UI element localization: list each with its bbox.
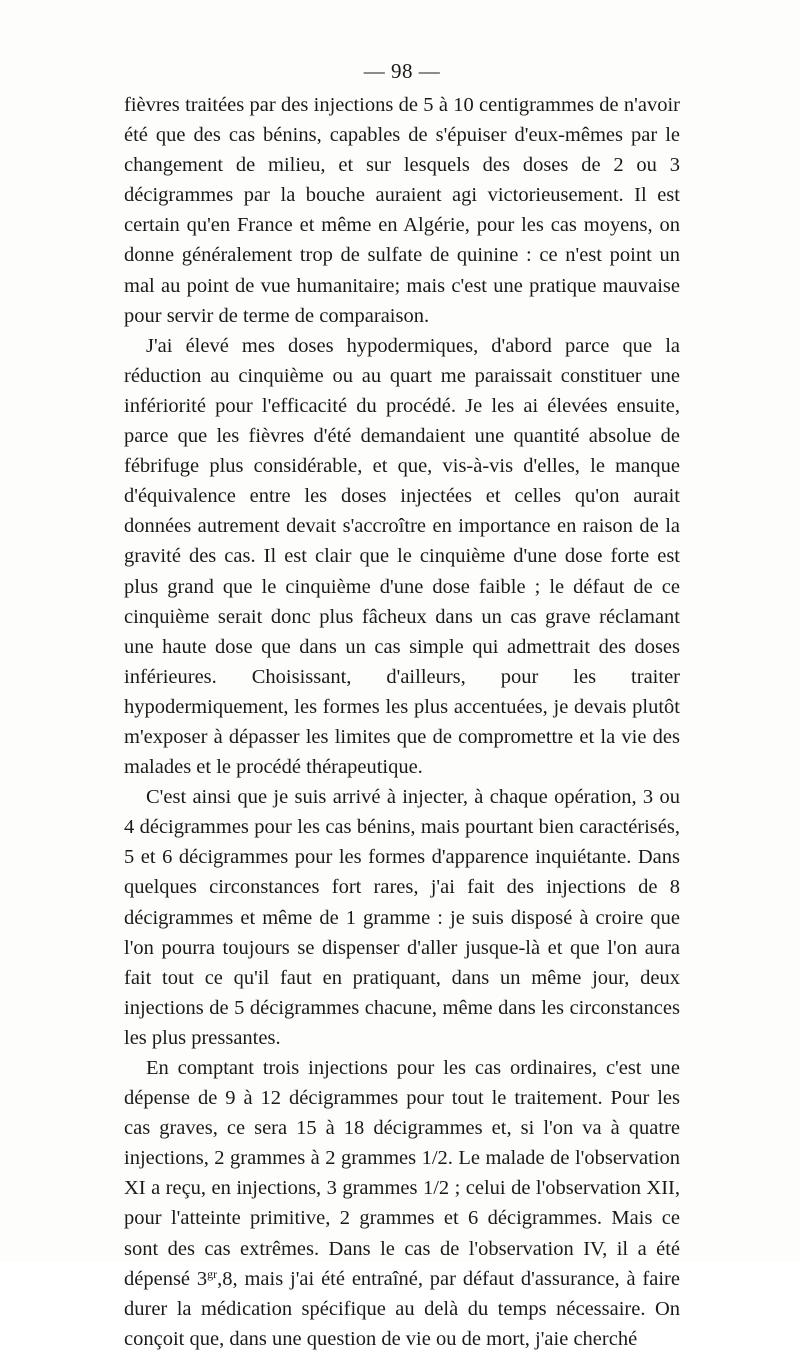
text-block bbox=[124, 56, 680, 1354]
paragraph-1: fièvres traitées par des injections de 5 à 10 centigrammes de n'avoir été que des cas bénins, capables de s'épuiser d'eux-mêmes par le changement de milieu, et sur lesquels des doses de 2 ou 3 décigrammes par la bouche auraient agi victorieusement. Il est certain qu'en France et même en Algérie, pour les cas moyens, on donne généralement trop de sulfate de quinine : ce n'est point un mal au point de vue humanitaire; mais c'est une pratique mauvaise pour servir de terme de comparaison. bbox=[124, 94, 680, 327]
paragraph-4 bbox=[124, 1053, 680, 1354]
paragraph-4-tail: ,8, mais j'ai été entraîné, par défaut d'assurance, à faire durer la médication spécifique au delà du temps nécessaire. On conçoit que, dans une question de vie ou de mort, j'aie cherché bbox=[124, 1267, 680, 1350]
page-number: — 98 — bbox=[363, 59, 441, 83]
gram-abbreviation-superscript: gr bbox=[207, 1266, 218, 1281]
paragraph-2: J'ai élevé mes doses hypodermiques, d'abord parce que la réduction au cinquième ou au quart me paraissait constituer une infériorité pour l'efficacité du procédé. Je les ai élevées ensuite, parce que les fièvres d'été demandaient une quantité absolue de fébrifuge plus considérable, et que, vis-à-vis d'elles, le manque d'équivalence entre les doses injectées et celles qu'on aurait données autrement devait s'accroître en importance en raison de la gravité des cas. Il est clair que le cinquième d'une dose forte est plus grand que le cinquième d'une dose faible ; le défaut de ce cinquième serait donc plus fâcheux dans un cas grave réclamant une haute dose que dans un cas simple qui admettrait des doses inférieures. Choisissant, d'ailleurs, pour les traiter hypodermiquement, les formes les plus accentuées, je devais plutôt m'exposer à dépasser les limites que de compromettre et la vie des malades et le procédé thérapeutique. bbox=[124, 334, 680, 779]
paragraph-3: C'est ainsi que je suis arrivé à injecter, à chaque opération, 3 ou 4 décigrammes pour les cas bénins, mais pourtant bien caractérisés, 5 et 6 décigrammes pour les formes d'apparence inquiétante. Dans quelques circonstances fort rares, j'ai fait des injections de 8 décigrammes et même de 1 gramme : je suis disposé à croire que l'on pourra toujours se dispenser d'aller jusque-là et que l'on aura fait tout ce qu'il faut en pratiquant, dans un même jour, deux injections de 5 décigrammes chacune, même dans les circonstances les plus pressantes. bbox=[124, 786, 680, 1049]
paragraph-4-text: En comptant trois injections pour les cas ordinaires, c'est une dépense de 9 à 12 décigrammes pour tout le traitement. Pour les cas graves, ce sera 15 à 18 décigrammes et, si l'on va à quatre injections, 2 grammes à 2 grammes 1/2. Le malade de l'observation XI a reçu, en injections, 3 grammes 1/2 ; celui de l'observation XII, pour l'atteinte primitive, 2 grammes et 6 décigrammes. Mais ce sont des cas extrêmes. Dans le cas de l'observation IV, il a été dépensé 3 bbox=[124, 1057, 680, 1290]
